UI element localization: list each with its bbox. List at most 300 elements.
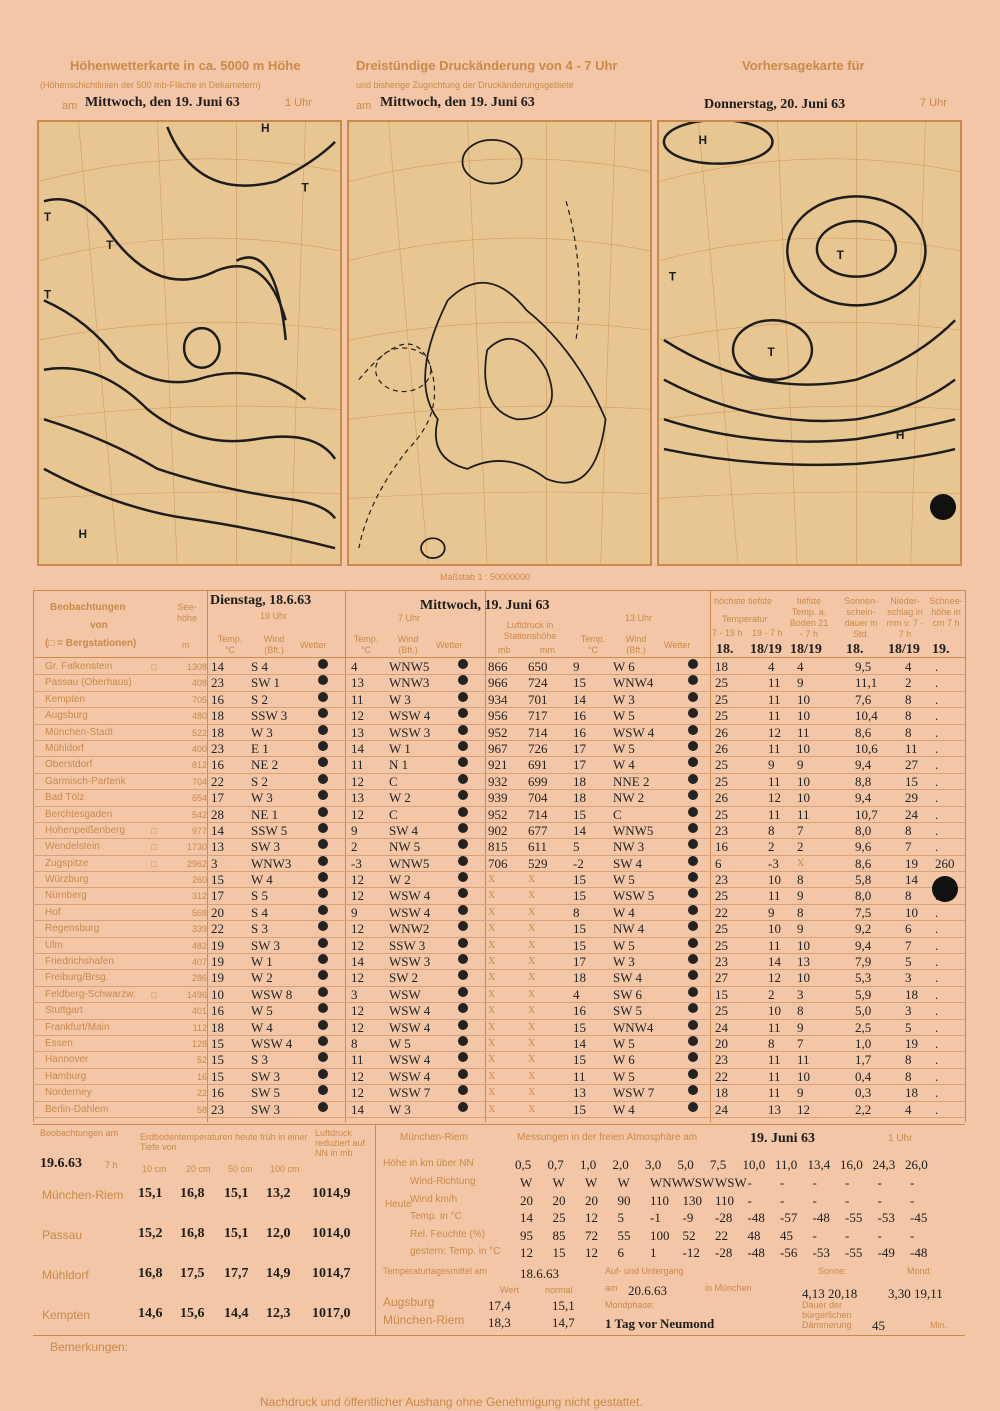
height-value: 7,5 (710, 1157, 727, 1172)
cell-min: 11 (768, 691, 781, 707)
cell-bod: 10 (797, 708, 810, 724)
cell-t2: 13 (351, 724, 364, 740)
cell-w2: WSW 7 (389, 1085, 431, 1101)
cell-t2: 14 (351, 954, 364, 970)
depth-100: 100 cm (270, 1164, 300, 1174)
cell-w3: W 3 (613, 954, 635, 970)
map1-title: Höhenwetterkarte in ca. 5000 m Höhe (70, 58, 301, 73)
weather-icon-19h (318, 790, 328, 800)
cell-rain: 2 (905, 675, 912, 691)
cell-w2: WSW 4 (389, 888, 431, 904)
cell-mm: 529 (528, 855, 548, 871)
cell-bod: 7 (797, 822, 804, 838)
mm-label: mm (540, 645, 555, 655)
cell-mb: X (488, 939, 496, 951)
auf-date: 20.6.63 (628, 1283, 667, 1298)
cell-t2: 12 (351, 1003, 364, 1019)
atm-value-wind_dir: - (747, 1175, 752, 1190)
cell-rain: 8 (905, 691, 912, 707)
atm-value-temp: -1 (650, 1210, 661, 1225)
cell-mm: X (528, 890, 536, 902)
weather-icon-13h (688, 823, 698, 833)
cell-mb: X (488, 890, 496, 902)
cell-w1: SW 5 (251, 1085, 281, 1101)
weather-icon-7h (458, 921, 468, 931)
weather-icon-13h (688, 1085, 698, 1095)
augsburg-wert: 17,4 (488, 1298, 511, 1313)
atm-value-wind_kmh: 110 (715, 1192, 735, 1208)
weather-icon-19h (318, 970, 328, 980)
cell-w1: SW 3 (251, 937, 281, 953)
obs-date: 19.6.63 (40, 1156, 82, 1171)
cell-sun: 2,5 (855, 1019, 872, 1035)
cell-t1: 10 (211, 986, 224, 1002)
cell-sun: 7,6 (855, 691, 872, 707)
cell-t2: 2 (351, 839, 358, 855)
atm-value-yest: 6 (617, 1245, 624, 1260)
cell-mb: 966 (488, 675, 508, 691)
cell-snow: . (935, 708, 939, 724)
cell-rain: 8 (905, 708, 912, 724)
cell-w2: C (389, 773, 398, 789)
cell-mm: X (528, 939, 536, 951)
cell-t3: 8 (573, 904, 580, 920)
cell-t2: 14 (351, 1101, 364, 1117)
cell-sun: 7,9 (855, 954, 872, 970)
cell-t3: 11 (573, 1068, 586, 1084)
weather-icon-13h (688, 888, 698, 898)
cell-t3: 16 (573, 708, 586, 724)
cell-rain: 8 (905, 888, 912, 904)
cell-w3: W 4 (613, 757, 635, 773)
atm-time: 1 Uhr (888, 1133, 913, 1144)
cell-t3: 14 (573, 691, 586, 707)
cell-mm: X (528, 1005, 536, 1017)
atm-value-wind_dir: - (845, 1175, 850, 1190)
cell-mb: 934 (488, 691, 508, 707)
cell-max: 24 (715, 1101, 728, 1117)
wetter-label: Wetter (664, 640, 691, 650)
weather-icon-7h (458, 905, 468, 915)
min-label: Min. (930, 1320, 948, 1330)
cell-sun: 10,7 (855, 806, 878, 822)
cell-mm: X (528, 1087, 536, 1099)
atm-value-wind_dir: WSW (682, 1175, 715, 1190)
soil-value: 14,9 (266, 1266, 291, 1281)
cell-bod: 9 (797, 1019, 804, 1035)
cell-t1: 13 (211, 839, 224, 855)
cell-sun: 9,2 (855, 921, 872, 937)
station-elevation: 408 (191, 678, 207, 689)
soil-value: 12,0 (266, 1226, 291, 1241)
height-value: 0,7 (547, 1157, 564, 1172)
station-elevation: 705 (191, 694, 207, 705)
cell-snow: . (935, 806, 939, 822)
station-name: München-Stadt (45, 726, 113, 738)
depth-50: 50 cm (228, 1164, 253, 1174)
station-name: Regensburg (45, 923, 100, 935)
cell-mm: X (528, 956, 536, 968)
table-row (33, 790, 965, 806)
cell-t2: 12 (351, 921, 364, 937)
station-name: Norderney (45, 1087, 92, 1099)
cell-t2: 12 (351, 1019, 364, 1035)
cell-w1: SSW 3 (251, 708, 288, 724)
cell-max: 25 (715, 921, 728, 937)
cell-t3: 18 (573, 790, 586, 806)
weather-icon-7h (458, 1052, 468, 1062)
cell-rain: 6 (905, 921, 912, 937)
cell-sun: 8,8 (855, 773, 872, 789)
cell-w3: WNW4 (613, 675, 654, 691)
station-elevation: 704 (191, 776, 207, 787)
cell-bod: 10 (797, 790, 810, 806)
atm-value-rh: - (812, 1227, 817, 1243)
obs-label: Beobachtungen (50, 602, 126, 613)
mountain-station-icon: □ (151, 825, 157, 836)
soil-station: München-Riem (42, 1188, 124, 1202)
map1-subtitle: (Höhenschichtlinien der 500 mb-Fläche in Dekametern) (40, 80, 261, 90)
atm-value-wind_dir: W (585, 1175, 598, 1190)
weather-icon-7h (458, 1069, 468, 1079)
hoechste-label: höchste tiefste (714, 596, 773, 606)
cell-mb: X (488, 1103, 496, 1115)
cell-max: 15 (715, 986, 728, 1002)
station-table (33, 659, 965, 1118)
station-name: Feldberg-Schwarzw. (45, 988, 136, 1000)
cell-t1: 20 (211, 904, 224, 920)
cell-min: 10 (768, 1003, 781, 1019)
height-value: 13,4 (807, 1157, 831, 1172)
weather-icon-13h (688, 1069, 698, 1079)
cell-t3: 15 (573, 888, 586, 904)
cell-min: 14 (768, 954, 781, 970)
weather-icon-13h (688, 774, 698, 784)
cell-w1: W 4 (251, 872, 273, 888)
soil-value: 15,6 (180, 1306, 205, 1321)
nieder-label: Nieder-schlag in mm v. 7 - 7 h (886, 596, 924, 639)
cell-mm: 611 (528, 839, 548, 855)
table-row (33, 954, 965, 970)
svg-text:H: H (698, 132, 708, 147)
cell-snow: . (935, 724, 939, 740)
footer-notice: Nachdruck und öffentlicher Aushang ohne Genehmigung nicht gestattet. (260, 1395, 643, 1409)
svg-text:T: T (43, 210, 52, 225)
soil-value: 17,7 (224, 1266, 249, 1281)
cell-sun: 0,3 (855, 1085, 872, 1101)
atm-title: Messungen in der freien Atmosphäre am (517, 1132, 698, 1143)
cell-rain: 7 (905, 937, 912, 953)
table-row (33, 725, 965, 741)
temp-label: Temp. °C (353, 634, 379, 655)
cell-bod: 10 (797, 740, 810, 756)
weather-icon-19h (318, 938, 328, 948)
cell-snow: . (935, 937, 939, 953)
weather-icon-19h (318, 823, 328, 833)
luftdruck-label: Luftdruck in Stationshöhe (503, 620, 557, 641)
station-name: Würzburg (45, 874, 89, 886)
weather-icon-7h (458, 675, 468, 685)
weather-icon-13h (688, 921, 698, 931)
cell-mb: 956 (488, 708, 508, 724)
weather-icon-13h (688, 1036, 698, 1046)
weather-icon-13h (688, 905, 698, 915)
cell-w3: W 3 (613, 691, 635, 707)
atm-value-wind_kmh: 20 (585, 1192, 598, 1208)
atm-value-yest: 12 (520, 1245, 533, 1260)
weather-icon-13h (688, 839, 698, 849)
table-row (33, 741, 965, 757)
cell-sun: 11,1 (855, 675, 878, 691)
cell-w2: W 2 (389, 790, 411, 806)
cell-sun: 5,0 (855, 1003, 872, 1019)
cell-t2: 12 (351, 937, 364, 953)
cell-t2: 11 (351, 691, 364, 707)
cell-w3: W 5 (613, 937, 635, 953)
weather-icon-19h (318, 1052, 328, 1062)
height-value: 11,0 (775, 1157, 798, 1172)
station-elevation: 52 (196, 1055, 207, 1066)
cell-sun: 9,5 (855, 659, 872, 674)
map2-title: Dreistündige Druckänderung von 4 - 7 Uhr (356, 58, 618, 73)
cell-mb: X (488, 906, 496, 918)
day2-time1: 7 Uhr (398, 613, 421, 623)
cell-w1: S 2 (251, 773, 268, 789)
weather-icon-19h (318, 954, 328, 964)
weather-icon-19h (318, 1085, 328, 1095)
weather-icon-13h (688, 725, 698, 735)
table-row (33, 1020, 965, 1036)
height-value: 3,0 (645, 1157, 662, 1172)
weather-icon-19h (318, 839, 328, 849)
mountain-station-icon: □ (151, 662, 157, 672)
cell-min: 11 (768, 937, 781, 953)
cell-w1: S 4 (251, 659, 268, 674)
cell-bod: 2 (797, 839, 804, 855)
cell-w1: W 5 (251, 1003, 273, 1019)
atm-value-yest: -56 (780, 1245, 798, 1260)
cell-mb: 866 (488, 659, 508, 674)
cell-t2: 12 (351, 773, 364, 789)
cell-w2: WSW 4 (389, 904, 431, 920)
atm-value-yest: -48 (747, 1245, 765, 1260)
station-name: Frankfurt/Main (45, 1021, 110, 1033)
cell-w2: WSW 4 (389, 1003, 431, 1019)
table-row (33, 1085, 965, 1101)
cell-sun: 1,7 (855, 1052, 872, 1068)
atm-value-wind_kmh: 20 (552, 1192, 566, 1208)
day1-date: Dienstag, 18.6.63 (210, 593, 312, 608)
station-name: Bad Tölz (45, 792, 85, 804)
weather-icon-19h (318, 905, 328, 915)
cell-mb: X (488, 1037, 496, 1049)
mountain-station-icon: □ (151, 858, 157, 869)
station-elevation: 16 (196, 1071, 207, 1082)
station-name: Ulm (45, 939, 63, 951)
cell-w3: NW 4 (613, 921, 645, 937)
cell-t1: 16 (211, 691, 224, 707)
weather-icon-7h (458, 856, 468, 866)
cell-w2: SW 4 (389, 822, 419, 838)
atm-value-rh: 95 (520, 1227, 533, 1243)
cell-sun: 5,9 (855, 986, 872, 1002)
weather-icon-7h (458, 987, 468, 997)
cell-t3: 15 (573, 1019, 586, 1035)
cell-min: 8 (768, 822, 775, 838)
cell-mm: X (528, 1103, 536, 1115)
table-row (33, 987, 965, 1003)
weather-icon-19h (318, 774, 328, 784)
cell-min: 13 (768, 1101, 781, 1117)
atm-value-temp: -9 (682, 1210, 694, 1225)
svg-text:T: T (836, 247, 844, 262)
mountain-station-icon: □ (151, 842, 157, 853)
atm-value-wind_kmh: 20 (520, 1192, 533, 1208)
atm-value-yest: -48 (910, 1245, 928, 1260)
cell-snow: . (935, 675, 939, 691)
station-name: Passau (Oberhaus) (45, 677, 132, 689)
height-value: 26,0 (905, 1157, 928, 1172)
station-elevation: 260 (191, 875, 207, 886)
cell-max: 25 (715, 691, 728, 707)
atm-value-rh: 100 (650, 1227, 670, 1243)
cell-max: 18 (715, 659, 728, 674)
cell-mm: X (528, 1070, 536, 1082)
weather-icon-13h (688, 708, 698, 718)
cell-min: 4 (768, 659, 775, 674)
seehoehe-label: See-höhe (176, 602, 198, 623)
atm-value-wind_dir: W (617, 1175, 630, 1190)
obs-berg: (□ = Bergstationen) (45, 638, 137, 649)
cell-w3: W 5 (613, 708, 635, 724)
station-elevation: 1308 (186, 662, 207, 672)
cell-t1: 23 (211, 740, 224, 756)
atm-value-temp: -48 (747, 1210, 765, 1225)
mb-label: mb (498, 645, 511, 655)
cell-w1: W 1 (251, 954, 273, 970)
station-name: Freiburg/Brsg. (45, 972, 109, 984)
cell-min: 11 (768, 1019, 781, 1035)
cell-t1: 15 (211, 872, 224, 888)
cell-mm: 677 (528, 822, 548, 838)
cell-bod: 9 (797, 888, 804, 904)
grid-right-rule (965, 590, 966, 1122)
table-row (33, 659, 965, 675)
cell-w1: E 1 (251, 740, 269, 756)
station-elevation: 401 (191, 1006, 207, 1017)
weather-icon-7h (458, 725, 468, 735)
cell-bod: 9 (797, 1085, 804, 1101)
cell-sun: 10,4 (855, 708, 878, 724)
cell-mb: 939 (488, 790, 508, 806)
cell-w3: W 5 (613, 872, 635, 888)
cell-w3: W 4 (613, 904, 635, 920)
temp-label: Temp. °C (580, 634, 606, 655)
station-elevation: 286 (191, 973, 207, 984)
cell-w3: WSW 4 (613, 724, 655, 740)
atm-row-label: gestern: Temp. in °C (410, 1246, 501, 1257)
col-date-6: 19. (932, 642, 950, 657)
height-value: 1,0 (580, 1157, 597, 1172)
cell-t1: 22 (211, 921, 224, 937)
col-date-4: 18. (846, 642, 864, 657)
cell-bod: 10 (797, 1068, 810, 1084)
cell-w1: W 4 (251, 1019, 273, 1035)
obs-time: 7 h (105, 1160, 118, 1170)
weather-icon-13h (688, 1102, 698, 1112)
mond-value: 3,30 19,11 (888, 1286, 943, 1301)
cell-sun: 10,6 (855, 740, 878, 756)
cell-sun: 9,4 (855, 937, 872, 953)
cell-max: 6 (715, 855, 722, 871)
atm-value-rh: - (845, 1227, 850, 1243)
weather-icon-19h (318, 659, 328, 669)
punch-hole-top (930, 494, 956, 520)
weather-icon-7h (458, 823, 468, 833)
depth-10: 10 cm (142, 1164, 167, 1174)
cell-max: 25 (715, 806, 728, 822)
range1-label: 7 - 19 h (712, 628, 743, 638)
cell-w2: SSW 3 (389, 937, 426, 953)
cell-mm: 699 (528, 773, 548, 789)
weather-icon-7h (458, 1102, 468, 1112)
cell-bod: 9 (797, 675, 804, 691)
cell-max: 22 (715, 904, 728, 920)
map3-title: Vorhersagekarte für (742, 58, 865, 73)
cell-mm: 726 (528, 740, 548, 756)
cell-mm: 650 (528, 659, 548, 674)
cell-w2: WSW 4 (389, 708, 431, 724)
cell-sun: 7,5 (855, 904, 872, 920)
bemerkungen-label: Bemerkungen: (50, 1340, 129, 1354)
wetter-label: Wetter (436, 640, 463, 650)
cell-t1: 14 (211, 659, 224, 674)
weather-icon-13h (688, 659, 698, 669)
cell-mm: X (528, 923, 536, 935)
cell-snow: . (935, 921, 939, 937)
cell-min: -3 (768, 855, 779, 871)
cell-snow: . (935, 757, 939, 773)
cell-t3: 17 (573, 740, 586, 756)
cell-min: 12 (768, 970, 781, 986)
weather-icon-19h (318, 675, 328, 685)
soil-value: 16,8 (180, 1226, 205, 1241)
svg-text:H: H (261, 122, 270, 135)
station-elevation: 542 (191, 809, 207, 820)
table-row (33, 1052, 965, 1068)
atm-value-temp: -55 (845, 1210, 863, 1225)
map1-am: am (62, 100, 78, 112)
cell-w1: S 3 (251, 1052, 268, 1068)
atm-row-label: Wind-Richtung (410, 1176, 476, 1187)
erd-title: Erdbodentemperaturen heute früh in einer Tiefe von (140, 1132, 308, 1152)
table-row (33, 823, 965, 839)
cell-sun: 5,8 (855, 872, 872, 888)
soil-value: 16,8 (138, 1266, 163, 1281)
cell-w2: WSW 3 (389, 724, 431, 740)
cell-t3: 13 (573, 1085, 586, 1101)
cell-snow: . (935, 1019, 939, 1035)
cell-snow: . (935, 1052, 939, 1068)
atm-row-label: Wind km/h (410, 1193, 458, 1205)
soil-value: 15,2 (138, 1226, 163, 1241)
cell-max: 25 (715, 675, 728, 691)
cell-t3: 15 (573, 1101, 586, 1117)
cell-t2: 4 (351, 659, 358, 674)
cell-min: 12 (768, 790, 781, 806)
weather-icon-13h (688, 872, 698, 882)
atm-value-yest: -12 (682, 1245, 700, 1260)
